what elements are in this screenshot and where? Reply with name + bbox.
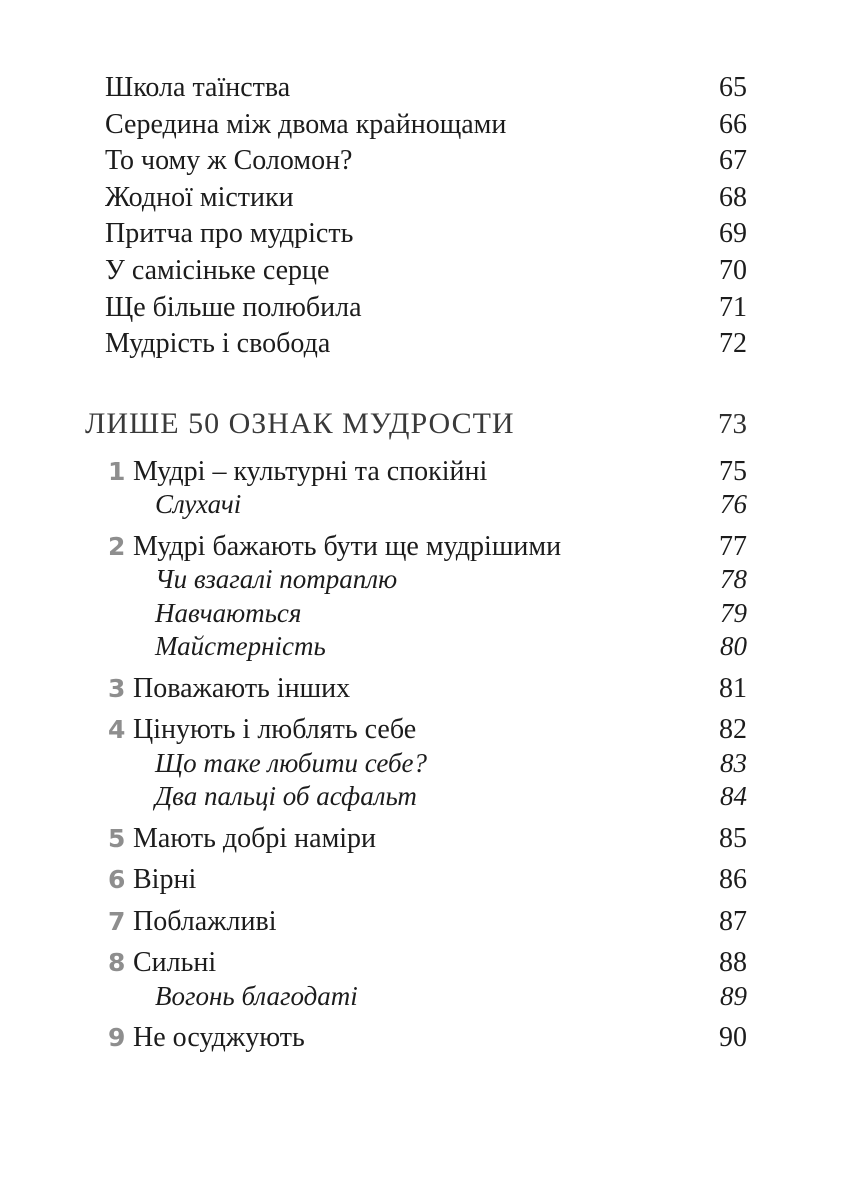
- toc-entry-numbered: [85, 713, 747, 747]
- section-heading: [85, 401, 747, 447]
- toc-entry-page: 70: [719, 254, 747, 286]
- toc-entry-title: Мають добрі наміри: [133, 822, 377, 854]
- toc-entry-page: 82: [719, 714, 747, 746]
- toc-subentry-page: 76: [720, 489, 747, 520]
- toc-entry-page: 87: [719, 905, 747, 937]
- section-heading-title: ЛИШЕ 50 ОЗНАК МУДРОСТИ: [85, 406, 515, 440]
- toc-entry: [85, 253, 747, 290]
- toc-subentry: [85, 563, 747, 597]
- toc-entry-title: Жодної містики: [105, 181, 294, 213]
- toc-entry-title: Сильні: [133, 947, 217, 979]
- toc-entry-title: Ще більше полюбила: [105, 291, 362, 323]
- toc-subentry: [85, 630, 747, 664]
- toc-entry: [85, 70, 747, 107]
- toc-subentry-title: Вогонь благодаті: [155, 980, 358, 1011]
- toc-entry-numbered: [85, 863, 747, 897]
- toc-entry-page: 72: [719, 328, 747, 360]
- toc-entry-page: 77: [719, 530, 747, 562]
- toc-subentry: [85, 980, 747, 1014]
- toc-subentry: [85, 488, 747, 522]
- toc-entry-page: 85: [719, 822, 747, 854]
- toc-subentry: [85, 597, 747, 631]
- toc-entry-title: Притча про мудрість: [105, 218, 354, 250]
- toc-entry-title: Мудрість і свобода: [105, 328, 331, 360]
- toc-entry-numbered: [85, 946, 747, 980]
- toc-entry-page: 86: [719, 864, 747, 896]
- toc-entry: [85, 290, 747, 327]
- toc-entry-title: Поважають інших: [133, 672, 351, 704]
- toc-subentry-page: 83: [720, 747, 747, 778]
- toc-subentry-page: 89: [720, 980, 747, 1011]
- toc-entry: [85, 107, 747, 144]
- toc-entry-number: 2: [108, 531, 126, 561]
- toc-subentry: [85, 747, 747, 781]
- toc-entry-number: 5: [108, 823, 126, 853]
- table-of-contents: [85, 70, 747, 1055]
- toc-subentry-title: Чи взагалі потраплю: [155, 564, 398, 595]
- toc-entry-title: Мудрі – культурні та спокійні: [133, 455, 488, 487]
- toc-subentry-title: Навчаються: [155, 597, 302, 628]
- toc-entry-number: 1: [108, 456, 126, 486]
- toc-subentry-page: 78: [720, 564, 747, 595]
- toc-entry-page: 88: [719, 947, 747, 979]
- toc-subentry: [85, 780, 747, 814]
- toc-entry-title: У самісіньке серце: [105, 254, 330, 286]
- toc-entry-numbered: [85, 822, 747, 856]
- toc-entry-number: 3: [108, 673, 126, 703]
- toc-entry-title: Школа таїнства: [105, 72, 291, 103]
- toc-entry-page: 81: [719, 672, 747, 704]
- toc-entry-title: Мудрі бажають бути ще мудрішими: [133, 530, 562, 562]
- toc-entry-numbered: [85, 530, 747, 564]
- section-heading-page: 73: [718, 407, 747, 440]
- toc-entry-title: Поблажливі: [133, 905, 277, 937]
- toc-entry-numbered: [85, 1021, 747, 1055]
- toc-entry-number: 4: [108, 715, 126, 745]
- toc-entry-page: 66: [719, 108, 747, 140]
- toc-subentry-page: 80: [720, 631, 747, 662]
- toc-entry: [85, 216, 747, 253]
- toc-entry-title: Цінують і люблять себе: [133, 714, 417, 746]
- toc-entry-page: 67: [719, 145, 747, 177]
- toc-entry-numbered: [85, 455, 747, 489]
- toc-subentry-title: Слухачі: [155, 489, 242, 520]
- toc-entry-title: Не осуджують: [133, 1022, 305, 1054]
- toc-entry-title: То чому ж Соломон?: [105, 145, 353, 177]
- toc-entry: [85, 143, 747, 180]
- toc-entry-title: Середина між двома крайнощами: [105, 108, 507, 140]
- toc-subentry-title: Два пальці об асфальт: [155, 781, 417, 812]
- toc-entry-number: 7: [108, 906, 126, 936]
- toc-entry-numbered: [85, 905, 747, 939]
- toc-entry-title: Вірні: [133, 864, 197, 896]
- toc-entry-number: 9: [108, 1023, 126, 1053]
- toc-entry-page: 65: [719, 72, 747, 103]
- toc-subentry-title: Майстерність: [155, 631, 326, 662]
- toc-entry-number: 8: [108, 948, 126, 978]
- toc-entry-page: 90: [719, 1022, 747, 1054]
- toc-entry-page: 68: [719, 181, 747, 213]
- toc-entry: [85, 180, 747, 217]
- toc-subentry-page: 84: [720, 781, 747, 812]
- toc-entry: [85, 326, 747, 363]
- toc-entry-page: 75: [719, 455, 747, 487]
- toc-entry-number: 6: [108, 865, 126, 895]
- toc-subentry-title: Що таке любити себе?: [155, 747, 428, 778]
- toc-entry-page: 69: [719, 218, 747, 250]
- toc-subentry-page: 79: [720, 597, 747, 628]
- toc-entry-numbered: [85, 672, 747, 706]
- toc-entry-page: 71: [719, 291, 747, 323]
